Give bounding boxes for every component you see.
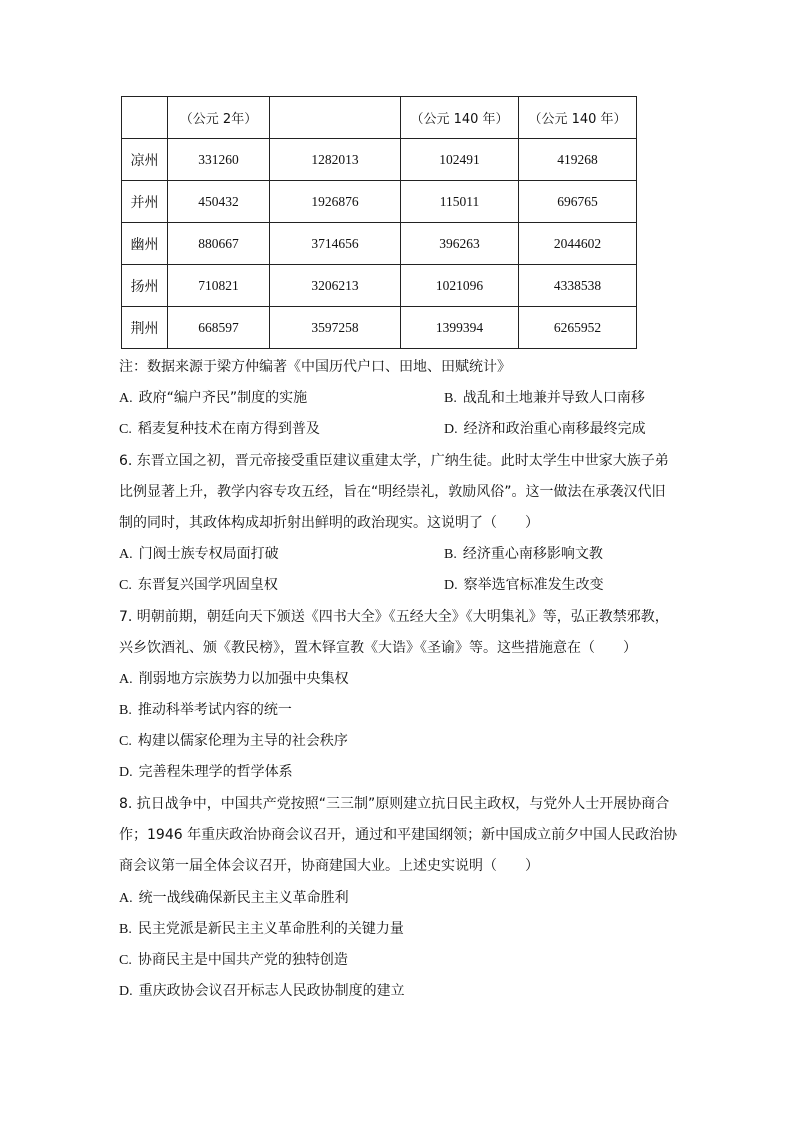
table-source-note: 注：数据来源于梁方仲编著《中国历代户口、田地、田赋统计》 [119, 359, 511, 375]
table-cell: 696765 [519, 181, 637, 223]
q5-option-d [444, 419, 646, 440]
region-cell: 扬州 [122, 265, 168, 307]
option-letter: D. [119, 984, 133, 999]
table-cell: 6265952 [519, 307, 637, 349]
table-cell: 3206213 [270, 265, 401, 307]
q6-option-b [444, 544, 603, 565]
table-cell: 102491 [401, 139, 519, 181]
q6-option-c [119, 575, 278, 596]
table-cell: 3597258 [270, 307, 401, 349]
region-cell: 凉州 [122, 139, 168, 181]
table-cell: 1926876 [270, 181, 401, 223]
option-letter: A. [119, 547, 133, 562]
option-text: 民主党派是新民主主义革命胜利的关键力量 [137, 921, 404, 937]
option-letter: B. [444, 547, 457, 562]
table-cell: 331260 [168, 139, 270, 181]
q7-option-c [119, 731, 348, 752]
table-header-cell: （公元 2年） [168, 97, 270, 139]
table-cell: 1021096 [401, 265, 519, 307]
q5-option-a [119, 388, 307, 409]
region-cell: 并州 [122, 181, 168, 223]
q7-stem-line: 兴乡饮酒礼、颁《教民榜》，置木铎宣教《大诰》《圣谕》等。这些措施意在（ ） [119, 640, 637, 656]
option-letter: C. [119, 422, 132, 437]
q8-stem-line: 商会议第一届全体会议召开，协商建国大业。上述史实说明（ ） [119, 858, 539, 874]
option-letter: D. [444, 578, 458, 593]
q8-stem-line: 作；1946 年重庆政治协商会议召开，通过和平建国纲领；新中国成立前夕中国人民政治协 [119, 827, 678, 843]
option-text: 稻麦复种技术在南方得到普及 [137, 421, 320, 437]
option-letter: B. [119, 922, 132, 937]
q8-option-c [119, 950, 348, 971]
option-letter: B. [119, 703, 132, 718]
q6-stem-line: 6. 东晋立国之初，晋元帝接受重臣建议重建太学，广纳生徒。此时太学生中世家大族子弟 [119, 453, 669, 469]
table-row [122, 181, 637, 223]
table-row [122, 265, 637, 307]
option-text: 协商民主是中国共产党的独特创造 [137, 952, 348, 968]
option-letter: D. [119, 765, 133, 780]
table-row [122, 307, 637, 349]
option-text: 门阀士族专权局面打破 [138, 546, 279, 562]
q8-stem-line: 8. 抗日战争中，中国共产党按照“三三制”原则建立抗日民主政权，与党外人士开展协商合 [119, 796, 670, 812]
q7-option-a [119, 669, 349, 690]
table-cell: 396263 [401, 223, 519, 265]
q6-option-a [119, 544, 279, 565]
option-text: 削弱地方宗族势力以加强中央集权 [138, 671, 349, 687]
q5-option-c [119, 419, 320, 440]
option-text: 推动科举考试内容的统一 [137, 702, 292, 718]
option-text: 经济和政治重心南移最终完成 [463, 421, 646, 437]
table-header-cell: （公元 140 年） [401, 97, 519, 139]
q6-option-d [444, 575, 604, 596]
option-letter: D. [444, 422, 458, 437]
region-cell: 幽州 [122, 223, 168, 265]
table-cell: 2044602 [519, 223, 637, 265]
q8-option-d [119, 981, 405, 1002]
option-text: 构建以儒家伦理为主导的社会秩序 [137, 733, 348, 749]
table-header-cell [270, 97, 401, 139]
q6-stem-line: 比例显著上升，教学内容专攻五经，旨在“明经崇礼，敦励风俗”。这一做法在承袭汉代旧 [119, 484, 666, 500]
option-text: 东晋复兴国学巩固皇权 [137, 577, 278, 593]
option-text: 战乱和土地兼并导致人口南移 [462, 390, 645, 406]
table-cell: 4338538 [519, 265, 637, 307]
q7-option-b [119, 700, 292, 721]
table-cell: 3714656 [270, 223, 401, 265]
option-text: 经济重心南移影响文教 [462, 546, 603, 562]
option-letter: A. [119, 391, 133, 406]
q6-stem-line: 制的同时，其政体构成却折射出鲜明的政治现实。这说明了（ ） [119, 515, 539, 531]
option-letter: C. [119, 734, 132, 749]
option-text: 察举选官标准发生改变 [463, 577, 604, 593]
population-table [121, 96, 637, 349]
table-cell: 1282013 [270, 139, 401, 181]
q5-option-b [444, 388, 645, 409]
option-letter: C. [119, 578, 132, 593]
option-text: 重庆政协会议召开标志人民政协制度的建立 [138, 983, 405, 999]
option-letter: C. [119, 953, 132, 968]
region-cell: 荆州 [122, 307, 168, 349]
option-letter: A. [119, 891, 133, 906]
option-text: 统一战线确保新民主主义革命胜利 [138, 890, 349, 906]
table-header-cell: （公元 140 年） [519, 97, 637, 139]
option-text: 完善程朱理学的哲学体系 [138, 764, 293, 780]
q7-option-d [119, 762, 293, 783]
option-text: 政府“编户齐民”制度的实施 [138, 390, 308, 406]
option-letter: B. [444, 391, 457, 406]
table-cell: 668597 [168, 307, 270, 349]
table-header-cell [122, 97, 168, 139]
table-cell: 115011 [401, 181, 519, 223]
q8-option-b [119, 919, 404, 940]
table-header-row [122, 97, 637, 139]
table-cell: 710821 [168, 265, 270, 307]
table-cell: 419268 [519, 139, 637, 181]
table-row [122, 223, 637, 265]
table-cell: 880667 [168, 223, 270, 265]
option-letter: A. [119, 672, 133, 687]
q8-option-a [119, 888, 349, 909]
q7-stem-line: 7. 明朝前期，朝廷向天下颁送《四书大全》《五经大全》《大明集礼》等，弘正教禁邪教， [119, 609, 669, 625]
table-cell: 450432 [168, 181, 270, 223]
table-row [122, 139, 637, 181]
table-cell: 1399394 [401, 307, 519, 349]
